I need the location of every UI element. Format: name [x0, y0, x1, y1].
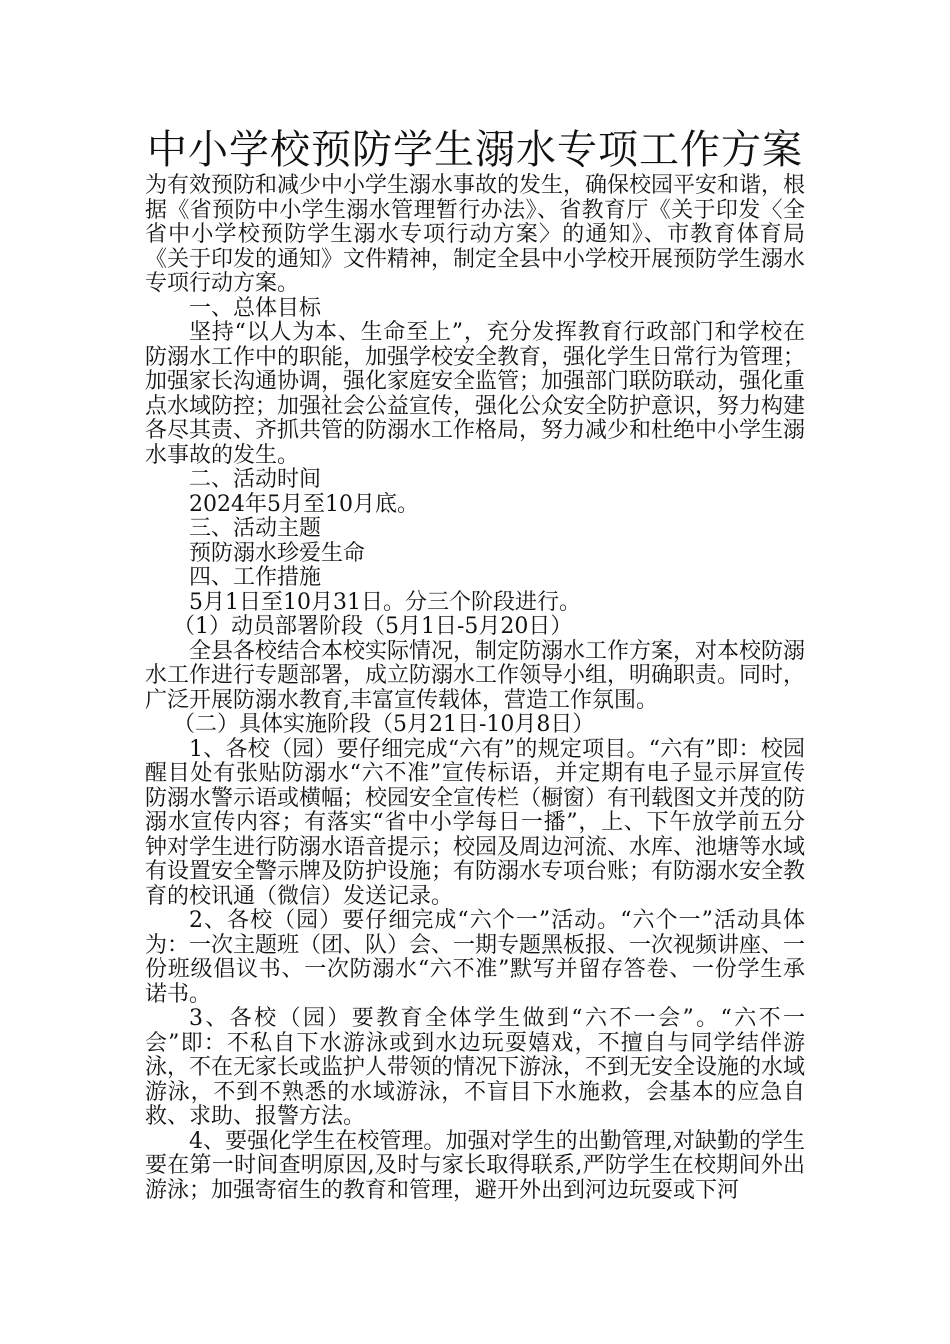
item-school-management: 4、要强化学生在校管理。加强对学生的出勤管理,对缺勤的学生要在第一时间查明原因,及时与家长取得联系,严防学生在校期间外出游泳；加强寄宿生的教育和管理，避开外出到河边玩耍或下河	[145, 1128, 805, 1203]
time-paragraph: 2024年5月至10月底。	[189, 491, 419, 517]
item-six-haves: 1、各校（园）要仔细完成“六有”的规定项目。“六有”即：校园醒目处有张贴防溺水“六不准”宣传标语，并定期有电子显示屏宣传防溺水警示语或横幅；校园安全宣传栏（橱窗）有刊载图文并茂的防溺水宣传内容；有落实“省中小学每日一播”，上、下午放学前五分钟对学生进行防溺水语音提示；校园及周边河流、水库、池塘等水域有设置安全警示牌及防护设施；有防溺水专项台账；有防溺水安全教育的校讯通（微信）发送记录。	[145, 736, 806, 909]
phase-heading-mobilize: （1）动员部署阶段（5月1日-5月20日）	[173, 614, 573, 639]
item-six-ones: 2、各校（园）要仔细完成“六个一”活动。“六个一”活动具体为：一次主题班（团、队）会、一期专题黑板报、一次视频讲座、一份班级倡议书、一次防溺水“六不准”默写并留存答卷、一份学生承诺书。	[145, 908, 806, 1007]
intro-paragraph: 为有效预防和减少中小学生溺水事故的发生，确保校园平安和谐，根据《省预防中小学生溺水管理暂行办法》、省教育厅《关于印发〈全省中小学校预防学生溺水专项行动方案〉的通知》、市教育体育局《关于印发的通知》文件精神，制定全县中小学校开展预防学生溺水专项行动方案。	[145, 173, 806, 296]
item-six-nots: 3、各校（园）要教育全体学生做到“六不一会”。“六不一会”即：不私自下水游泳或到水边玩耍嬉戏，不擅自与同学结伴游泳，不在无家长或监护人带领的情况下游泳，不到无安全设施的水域游泳，不到不熟悉的水域游泳，不盲目下水施救，会基本的应急自救、求助、报警方法。	[145, 1006, 806, 1129]
document-title: 中小学校预防学生溺水专项工作方案	[147, 127, 803, 173]
document-body	[145, 174, 805, 1203]
section-heading-theme: 三、活动主题	[189, 516, 322, 541]
section-heading-measures: 四、工作措施	[189, 565, 322, 590]
mobilize-paragraph: 全县各校结合本校实际情况，制定防溺水工作方案，对本校防溺水工作进行专题部署，成立防溺水工作领导小组，明确职责。同时，广泛开展防溺水教育,丰富宣传载体，营造工作氛围。	[145, 638, 806, 713]
goal-paragraph: 坚持“以人为本、生命至上”，充分发挥教育行政部门和学校在防溺水工作中的职能，加强学校安全教育，强化学生日常行为管理；加强家长沟通协调，强化家庭安全监管；加强部门联防联动，强化重点水域防控；加强社会公益宣传，强化公众安全防护意识，努力构建各尽其责、齐抓共管的防溺水工作格局，努力减少和杜绝中小学生溺水事故的发生。	[145, 320, 806, 468]
phase-heading-implement: （二）具体实施阶段（5月21日-10月8日）	[173, 712, 595, 737]
measures-paragraph: 5月1日至10月31日。分三个阶段进行。	[189, 589, 581, 615]
section-heading-time: 二、活动时间	[189, 467, 322, 492]
theme-paragraph: 预防溺水珍爱生命	[189, 540, 366, 566]
section-heading-goal: 一、总体目标	[189, 295, 322, 321]
